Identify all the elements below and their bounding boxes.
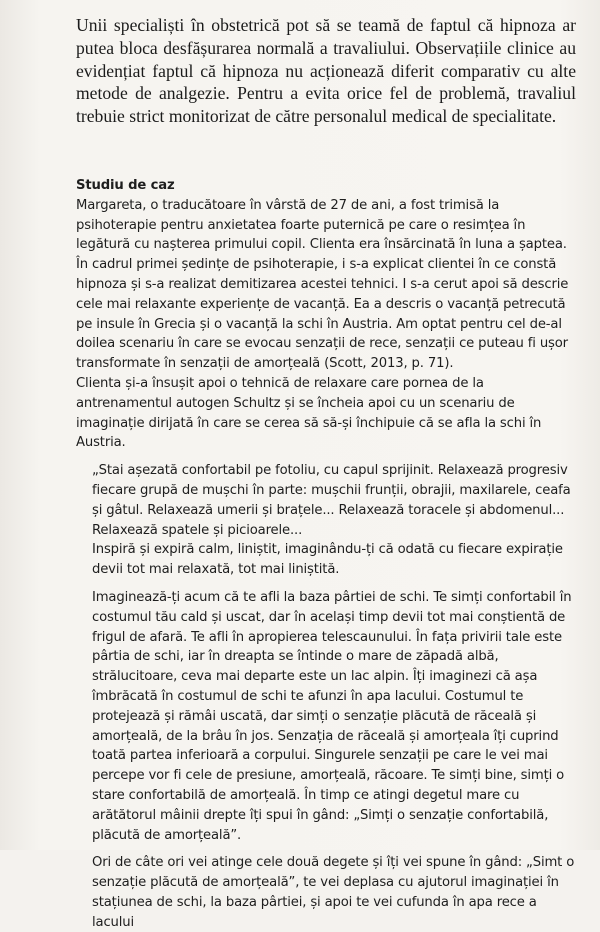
case-paragraph-1: Margareta, o traducătoare în vârstă de 27 de ani, a fost trimisă la psihoterapie pentru anxietatea foarte puternică pe care o resimțea în legătură cu nașterea primului copil. Clienta era însărcinată în luna a șaptea. (76, 197, 567, 253)
case-paragraph-2: În cadrul primei ședințe de psihoterapie, i s-a explicat clientei în ce constă hipnoza și s-a realizat demitizarea acestei tehnici. I s-a cerut apoi să descrie cele mai relaxante experiențe de vacanță. Ea a descris o vacanță petrecută pe insule în Grecia și o vacanță la schi în Austria. Am optat pentru cel de-al doilea scenariu în care se evocau senzații de rece, senzații ce puteau fi ușor transformate în senzații de amorțeală (Scott, 2013, p. 71). (76, 257, 569, 372)
case-study-section (76, 176, 576, 932)
quote-paragraph-2: Inspiră și expiră calm, liniștit, imaginându-ți că odată cu fiecare expirație devii tot mai relaxată, tot mai liniștită. (92, 542, 563, 578)
intro-paragraph: Unii specialiști în obstetrică pot să se teamă de faptul că hipnoza ar putea bloca desfășurarea normală a travaliului. Observațiile clinice au evidențiat faptul că hipnoza nu acționează diferit comparativ cu alte metode de analgezie. Pentru a evita orice fel de problemă, travaliul trebuie strict monitorizat de către personalul medical de specialitate. (76, 15, 576, 127)
hypnosis-script-quote (92, 461, 576, 932)
case-paragraph-3: Clienta și-a însușit apoi o tehnică de relaxare care pornea de la antrenamentul autogen Schultz și se încheia apoi cu un scenariu de imaginație dirijată în care se cerea să să-și închipuie că se afla la schi în Austria. (76, 375, 542, 451)
quote-paragraph-1: „Stai așezată confortabil pe fotoliu, cu capul sprijinit. Relaxează progresiv fiecare grupă de mușchi în parte: mușchii frunții, obrajii, maxilarele, ceafa și gâtul. Relaxează umerii și brațele... Relaxează toracele și abdomenul... Relaxează spatele și picioarele... (92, 463, 571, 538)
quote-paragraph-3: Imaginează-ți acum că te afli la baza pârtiei de schi. Te simți confortabil în costumul tău cald și uscat, dar în același timp devii tot mai conștientă de frigul de afară. Te afli în apropierea telescaunului. În fața privirii tale este pârtia de schi, iar în dreapta se întinde o mare de zăpadă albă, strălucitoare, ceva mai departe este un lac alpin. Îți imaginezi că așa îmbrăcată în costumul de schi te afunzi în apa lacului. Costumul te protejează și rămâi uscată, dar simți o senzație plăcută de răceală și amorțeală, de la brâu în jos. Senzația de răceală și amorțeala îți cuprind toată partea inferioară a corpului. Singurele senzații pe care le vei mai percepe vor fi cele de presiune, amorțeală, răcoare. Te simți bine, simți o stare confortabilă de amorțeală. În timp ce atingi degetul mare cu arătătorul mâinii drepte îți spui în gând: „Simți o senzație confortabilă, plăcută de amorțeală”. (92, 589, 572, 843)
quote-paragraph-4: Ori de câte ori vei atinge cele două degete și îți vei spune în gând: „Simt o senzație plăcută de amorțeală”, te vei deplasa cu ajutorul imaginației în stațiunea de schi, la baza pârtiei, și apoi te vei cufunda în apa rece a lacului (92, 855, 575, 930)
case-study-title: Studiu de caz (76, 178, 175, 193)
